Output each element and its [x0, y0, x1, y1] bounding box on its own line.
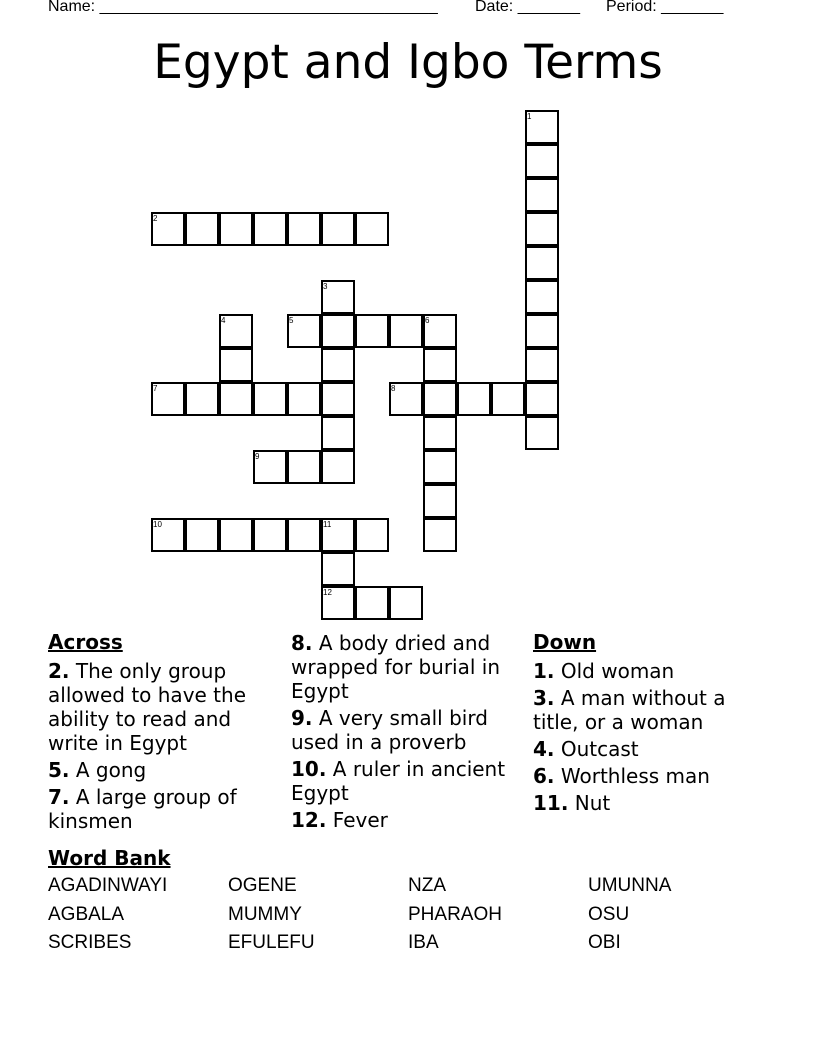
- cell-number: 12: [323, 588, 332, 597]
- cell-number: 8: [391, 384, 396, 393]
- word-bank-word: OSU: [588, 904, 630, 925]
- clue-text: A gong: [75, 758, 147, 782]
- cell-number: 10: [153, 520, 162, 529]
- across-clues-continued: [291, 631, 521, 835]
- grid-cell[interactable]: [253, 518, 287, 552]
- grid-cell[interactable]: [321, 552, 355, 586]
- clue-number: 6.: [533, 764, 555, 788]
- word-bank-word: OBI: [588, 932, 621, 953]
- clue-number: 7.: [48, 785, 70, 809]
- clue-across-10: [291, 757, 521, 805]
- grid-cell[interactable]: [321, 416, 355, 450]
- clue-text: A man without a title, or a woman: [533, 686, 726, 734]
- grid-cell[interactable]: [525, 382, 559, 416]
- clue-number: 9.: [291, 706, 313, 730]
- clue-down-1: [533, 659, 763, 683]
- word-bank-word: OGENE: [228, 875, 297, 896]
- word-bank-word: AGBALA: [48, 904, 125, 925]
- grid-cell[interactable]: [389, 314, 423, 348]
- clue-number: 8.: [291, 631, 313, 655]
- cell-number: 7: [153, 384, 158, 393]
- clue-across-2: [48, 659, 273, 755]
- clue-across-8: [291, 631, 521, 703]
- across-heading: Across: [48, 630, 123, 654]
- clue-text: The only group allowed to have the ability to read and write in Egypt: [48, 659, 247, 755]
- grid-cell[interactable]: [525, 348, 559, 382]
- grid-cell[interactable]: [525, 416, 559, 450]
- clue-across-12: [291, 808, 521, 832]
- word-bank-word: PHARAOH: [408, 904, 502, 925]
- clue-number: 10.: [291, 757, 327, 781]
- grid-cell[interactable]: [423, 416, 457, 450]
- word-bank-heading: Word Bank: [48, 846, 171, 870]
- cell-number: 5: [289, 316, 294, 325]
- grid-cell[interactable]: [185, 382, 219, 416]
- clue-down-3: [533, 686, 763, 734]
- clue-text: A body dried and wrapped for burial in Egypt: [291, 631, 500, 703]
- grid-cell[interactable]: [287, 212, 321, 246]
- word-bank-word: UMUNNA: [588, 875, 672, 896]
- grid-cell[interactable]: [525, 144, 559, 178]
- grid-cell[interactable]: [423, 382, 457, 416]
- cell-number: 11: [323, 520, 332, 529]
- clue-text: Outcast: [560, 737, 639, 761]
- clue-number: 5.: [48, 758, 70, 782]
- clue-number: 3.: [533, 686, 555, 710]
- grid-cell[interactable]: [525, 212, 559, 246]
- down-clues: [533, 630, 763, 818]
- grid-cell[interactable]: [355, 586, 389, 620]
- clue-across-7: [48, 785, 273, 833]
- clue-text: Worthless man: [560, 764, 710, 788]
- grid-cell[interactable]: [321, 314, 355, 348]
- grid-cell[interactable]: [423, 348, 457, 382]
- grid-cell[interactable]: [525, 246, 559, 280]
- grid-cell[interactable]: [355, 314, 389, 348]
- clue-text: Old woman: [560, 659, 675, 683]
- clue-text: Fever: [332, 808, 388, 832]
- date-field-label[interactable]: Date: _______: [475, 0, 580, 15]
- period-field-label[interactable]: Period: _______: [606, 0, 724, 15]
- name-field-label[interactable]: Name: ______________________________________: [48, 0, 438, 15]
- grid-cell[interactable]: [423, 518, 457, 552]
- grid-cell[interactable]: [219, 382, 253, 416]
- page-title: Egypt and Igbo Terms: [153, 35, 663, 90]
- grid-cell[interactable]: [321, 348, 355, 382]
- grid-cell[interactable]: [525, 314, 559, 348]
- clue-text: A ruler in ancient Egypt: [291, 757, 506, 805]
- grid-cell[interactable]: [525, 178, 559, 212]
- down-heading: Down: [533, 630, 597, 654]
- cell-number: 2: [153, 214, 158, 223]
- clue-across-9: [291, 706, 521, 754]
- clue-number: 1.: [533, 659, 555, 683]
- grid-cell[interactable]: [219, 518, 253, 552]
- clue-number: 4.: [533, 737, 555, 761]
- clue-down-11: [533, 791, 763, 815]
- across-clues: [48, 630, 273, 836]
- clue-down-4: [533, 737, 763, 761]
- grid-cell[interactable]: [355, 518, 389, 552]
- grid-cell[interactable]: [219, 348, 253, 382]
- word-bank-word: EFULEFU: [228, 932, 315, 953]
- grid-cell[interactable]: [321, 450, 355, 484]
- clue-number: 2.: [48, 659, 70, 683]
- grid-cell[interactable]: [287, 518, 321, 552]
- grid-cell[interactable]: [253, 382, 287, 416]
- cell-number: 6: [425, 316, 430, 325]
- word-bank-word: AGADINWAYI: [48, 875, 168, 896]
- grid-cell[interactable]: [389, 586, 423, 620]
- cell-number: 1: [527, 112, 532, 121]
- clue-number: 11.: [533, 791, 569, 815]
- clue-across-5: [48, 758, 273, 782]
- grid-cell[interactable]: [457, 382, 491, 416]
- grid-cell[interactable]: [423, 484, 457, 518]
- word-bank-word: NZA: [408, 875, 446, 896]
- word-bank-word: MUMMY: [228, 904, 302, 925]
- grid-cell[interactable]: [287, 450, 321, 484]
- word-bank-word: SCRIBES: [48, 932, 132, 953]
- grid-cell[interactable]: [219, 212, 253, 246]
- word-bank-word: IBA: [408, 932, 439, 953]
- grid-cell[interactable]: [321, 382, 355, 416]
- cell-number: 4: [221, 316, 226, 325]
- cell-number: 9: [255, 452, 260, 461]
- grid-cell[interactable]: [355, 212, 389, 246]
- clue-text: Nut: [574, 791, 611, 815]
- grid-cell[interactable]: [185, 212, 219, 246]
- grid-cell[interactable]: [253, 212, 287, 246]
- grid-cell[interactable]: [491, 382, 525, 416]
- grid-cell[interactable]: [321, 212, 355, 246]
- clue-text: A large group of kinsmen: [48, 785, 237, 833]
- grid-cell[interactable]: [185, 518, 219, 552]
- grid-cell[interactable]: [525, 280, 559, 314]
- clue-text: A very small bird used in a proverb: [291, 706, 488, 754]
- grid-cell[interactable]: [423, 450, 457, 484]
- clue-down-6: [533, 764, 763, 788]
- clue-number: 12.: [291, 808, 327, 832]
- grid-cell[interactable]: [287, 382, 321, 416]
- cell-number: 3: [323, 282, 328, 291]
